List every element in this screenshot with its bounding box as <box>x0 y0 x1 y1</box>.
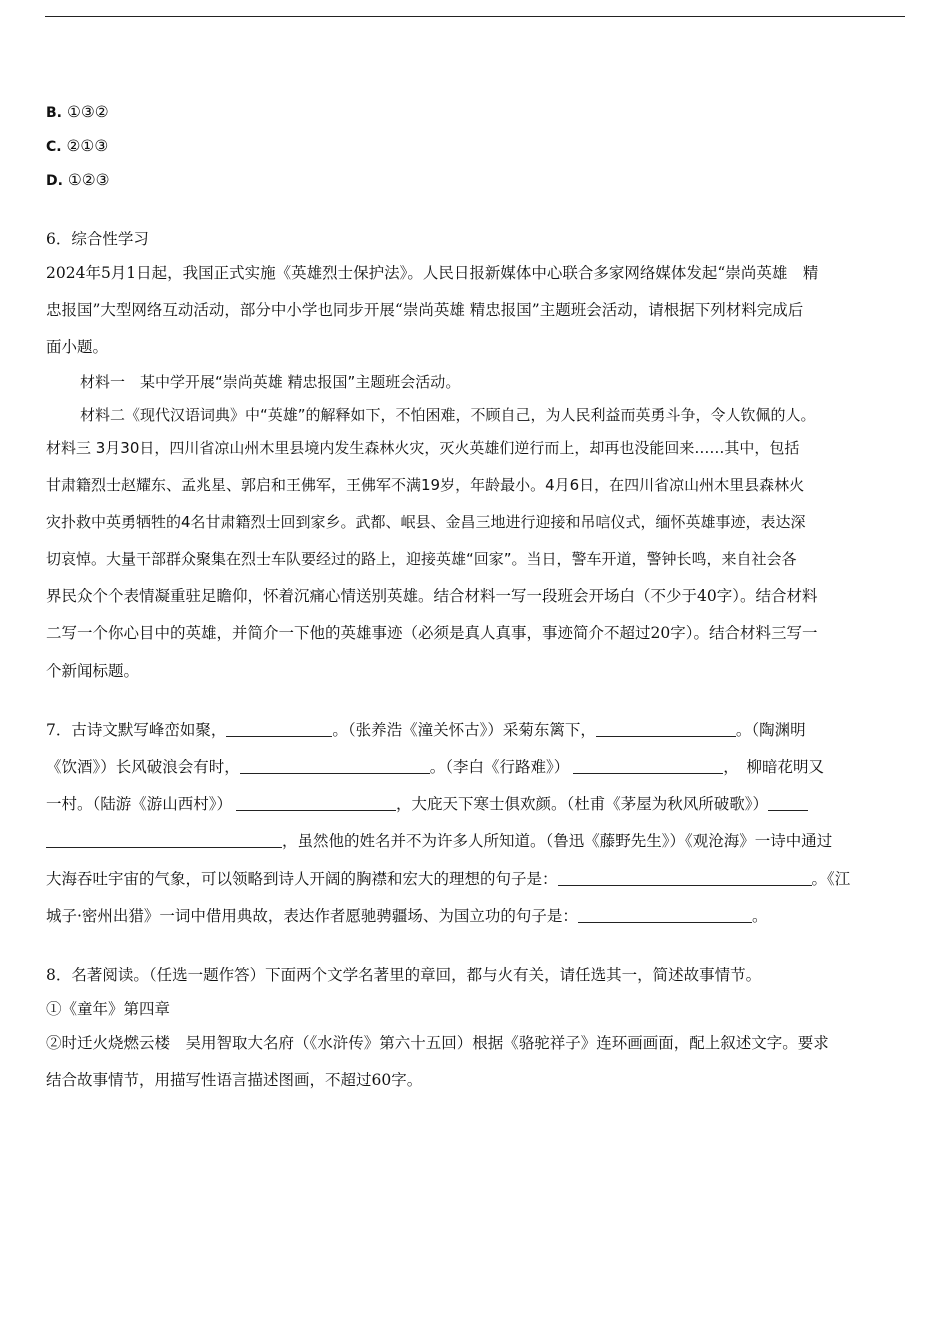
q6-material-two: 材料二《现代汉语词典》中“英雄”的解释如下，不怕困难，不顾自己，为人民利益而英勇斗争，令人钦佩的人。 <box>80 406 816 424</box>
q6-body-line: 二写一个你心目中的英雄，并简介一下他的英雄事迹（必须是真人真事，事迹简介不超过20字）。结合材料三写一 <box>46 624 818 642</box>
q6-material-one: 材料一 某中学开展“崇尚英雄 精忠报国”主题班会活动。 <box>80 373 461 391</box>
q8-line: ②时迁火烧燃云楼 吴用智取大名府（《水浒传》第六十五回）根据《骆驼祥子》连环画画面，配上叙述文字。要求 <box>46 1034 829 1052</box>
q6-body-line: 切哀悼。大量干部群众聚集在烈士车队要经过的路上，迎接英雄“回家”。当日，警车开道，警钟长鸣，来自社会各 <box>46 550 797 568</box>
option-d <box>46 170 110 191</box>
q6-body-line: 材料三 3月30日，四川省凉山州木里县境内发生森林火灾，灭火英雄们逆行而上，却再也没能回来……其中，包括 <box>46 439 800 457</box>
q8-line: 8．名著阅读。（任选一题作答）下面两个文学名著里的章回，都与火有关，请任选其一，简述故事情节。 <box>46 966 762 984</box>
q7-text: 。（李白《行路难》） <box>429 758 570 776</box>
option-text: ①②③ <box>67 171 110 189</box>
q7-text: 《饮酒》）长风破浪会有时， <box>46 758 240 776</box>
answer-blank[interactable] <box>596 721 736 737</box>
option-letter: B. <box>46 105 62 121</box>
q7-line-5 <box>46 869 850 889</box>
q8-line: 结合故事情节，用描写性语言描述图画，不超过60字。 <box>46 1071 423 1089</box>
answer-blank[interactable] <box>768 795 808 811</box>
q6-intro-line: 面小题。 <box>46 338 109 356</box>
q6-body-line: 界民众个个表情凝重驻足瞻仰，怀着沉痛心情送别英雄。结合材料一写一段班会开场白（不少于40字）。结合材料 <box>46 587 818 605</box>
q7-text: ，大庇天下寒士俱欢颜。（杜甫《茅屋为秋风所破歌》） <box>396 795 769 813</box>
q7-text: 城子·密州出猎》一词中借用典故，表达作者愿驰骋疆场、为国立功的句子是： <box>46 907 578 925</box>
q7-text: 7．古诗文默写峰峦如聚， <box>46 721 227 739</box>
q7-line-1 <box>46 720 806 740</box>
q7-line-4 <box>46 831 832 851</box>
q7-text: ， 柳暗花明又 <box>723 758 825 776</box>
option-b <box>46 102 109 123</box>
q7-line-6 <box>46 906 767 926</box>
q6-body-line: 灾扑救中英勇牺牲的4名甘肃籍烈士回到家乡。武都、岷县、金昌三地进行迎接和吊唁仪式，缅怀英雄事迹，表达深 <box>46 513 806 531</box>
answer-blank[interactable] <box>573 758 723 774</box>
q7-text: 。（张养浩《潼关怀古》）采菊东篱下， <box>332 721 596 739</box>
option-letter: D. <box>46 173 63 189</box>
q8-line: ①《童年》第四章 <box>46 1000 171 1018</box>
option-text: ②①③ <box>66 137 109 155</box>
q7-line-3 <box>46 794 808 814</box>
answer-blank[interactable] <box>558 870 812 886</box>
option-text: ①③② <box>66 103 109 121</box>
answer-blank[interactable] <box>226 721 332 737</box>
q7-text: 。《江 <box>811 870 851 888</box>
q7-line-2 <box>46 757 824 777</box>
header-rule <box>45 16 905 17</box>
answer-blank[interactable] <box>578 907 752 923</box>
q6-intro-line: 2024年5月1日起，我国正式实施《英雄烈士保护法》。人民日报新媒体中心联合多家网络媒体发起“崇尚英雄 精 <box>46 264 819 282</box>
q6-intro-line: 忠报国”大型网络互动活动，部分中小学也同步开展“崇尚英雄 精忠报国”主题班会活动，请根据下列材料完成后 <box>46 301 804 319</box>
option-c <box>46 136 108 157</box>
q7-text: 一村。（陆游《游山西村》） <box>46 795 233 813</box>
q6-title: 6．综合性学习 <box>46 230 149 248</box>
option-letter: C. <box>46 139 62 155</box>
q7-text: ，虽然他的姓名并不为许多人所知道。（鲁迅《藤野先生》）《观沧海》一诗中通过 <box>282 832 833 850</box>
q7-text: 。 <box>751 907 768 925</box>
q6-body-line: 甘肃籍烈士赵耀东、孟兆星、郭启和王佛军，王佛军不满19岁，年龄最小。4月6日，在四川省凉山州木里县森林火 <box>46 476 805 494</box>
answer-blank[interactable] <box>240 758 430 774</box>
answer-blank[interactable] <box>236 795 396 811</box>
q7-text: 大海吞吐宇宙的气象，可以领略到诗人开阔的胸襟和宏大的理想的句子是： <box>46 870 558 888</box>
q7-text: 。（陶渊明 <box>735 721 806 739</box>
answer-blank[interactable] <box>46 832 282 848</box>
q6-body-line: 个新闻标题。 <box>46 662 140 680</box>
